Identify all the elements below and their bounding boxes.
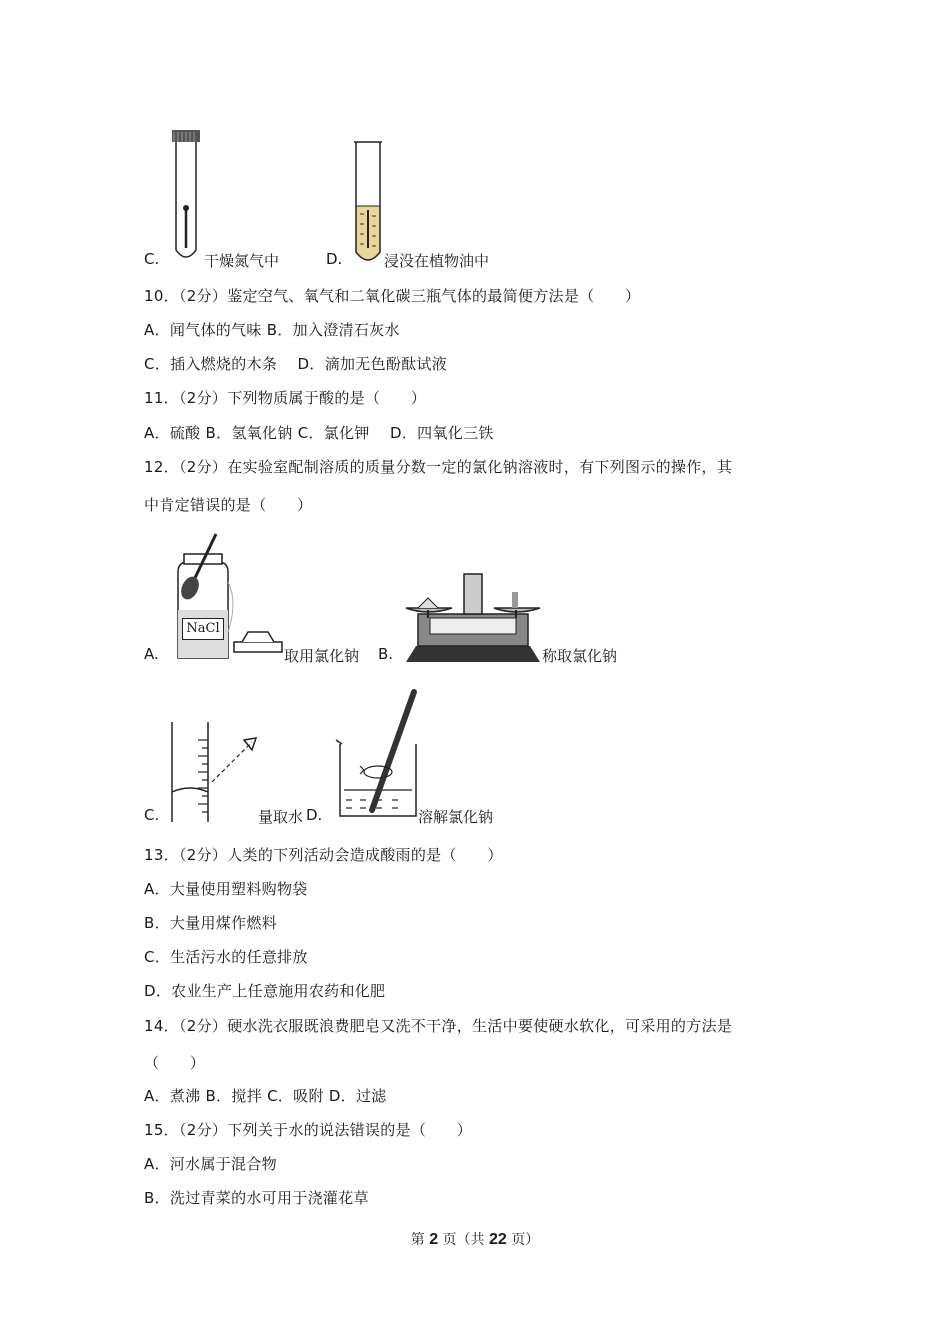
q10-options-row1: A．闻气体的气味 B．加入澄清石灰水 [144, 321, 400, 339]
q12-option-d-text: 溶解氯化钠 [418, 808, 494, 826]
q13-option-a: A．大量使用塑料购物袋 [144, 880, 308, 898]
q12-option-a-letter: A. [144, 645, 159, 663]
q12-option-b-text: 称取氯化钠 [542, 647, 618, 665]
graduated-cylinder-figure [168, 720, 268, 824]
footer-post: 页） [506, 1232, 540, 1248]
bottle-label-nacl: NaCl [182, 618, 224, 640]
q15-stem: 15．（2分）下列关于水的说法错误的是（ ） [144, 1121, 473, 1139]
balance-scale-figure [404, 570, 542, 665]
q10-options-row2: C．插入燃烧的木条 D．滴加无色酚酞试液 [144, 355, 448, 373]
q14-stem-line2: （ ） [144, 1054, 206, 1072]
q15-option-b: B．洗过青菜的水可用于浇灌花草 [144, 1189, 369, 1207]
q12-option-d-letter: D. [306, 806, 323, 824]
reagent-bottle-figure [168, 532, 288, 662]
q11-options-row1: A．硫酸 B．氢氧化钠 C．氯化钾 D．四氧化三铁 [144, 424, 494, 442]
q9-option-c-letter: C. [144, 250, 160, 268]
q14-stem-line1: 14．（2分）硬水洗衣服既浪费肥皂又洗不干净，生活中要使硬水软化，可采用的方法是 [144, 1017, 733, 1035]
footer-pre: 第 [410, 1232, 430, 1248]
q12-option-a-text: 取用氯化钠 [284, 647, 360, 665]
q12-stem-line2: 中肯定错误的是（ ） [144, 496, 313, 514]
q9-option-d-letter: D. [326, 250, 343, 268]
q9-option-c-text: 干燥氮气中 [204, 252, 280, 270]
beaker-stirring-figure [336, 690, 426, 824]
test-tube-vegetable-oil-figure [352, 140, 388, 270]
q10-stem: 10．（2分）鉴定空气、氧气和二氧化碳三瓶气体的最简便方法是（ ） [144, 287, 641, 305]
test-tube-dry-nitrogen-figure [168, 128, 208, 268]
q12-option-b-letter: B. [378, 645, 394, 663]
q13-option-c: C．生活污水的任意排放 [144, 948, 308, 966]
q9-option-d-text: 浸没在植物油中 [384, 252, 490, 270]
footer-total-pages: 22 [489, 1231, 507, 1248]
q12-option-c-letter: C. [144, 806, 160, 824]
q12-stem-line1: 12．（2分）在实验室配制溶质的质量分数一定的氯化钠溶液时，有下列图示的操作，其 [144, 458, 733, 476]
q13-option-b: B．大量用煤作燃料 [144, 914, 277, 932]
footer-mid: 页（共 [438, 1232, 489, 1248]
q12-option-c-text: 量取水 [258, 808, 304, 826]
q15-option-a: A．河水属于混合物 [144, 1155, 277, 1173]
q13-option-d: D．农业生产上任意施用农药和化肥 [144, 982, 386, 1000]
page-footer [0, 1229, 950, 1249]
q11-stem: 11．（2分）下列物质属于酸的是（ ） [144, 389, 427, 407]
footer-page-number: 2 [429, 1231, 439, 1248]
q13-stem: 13．（2分）人类的下列活动会造成酸雨的是（ ） [144, 846, 503, 864]
q14-options-row1: A．煮沸 B．搅拌 C．吸附 D．过滤 [144, 1087, 387, 1105]
